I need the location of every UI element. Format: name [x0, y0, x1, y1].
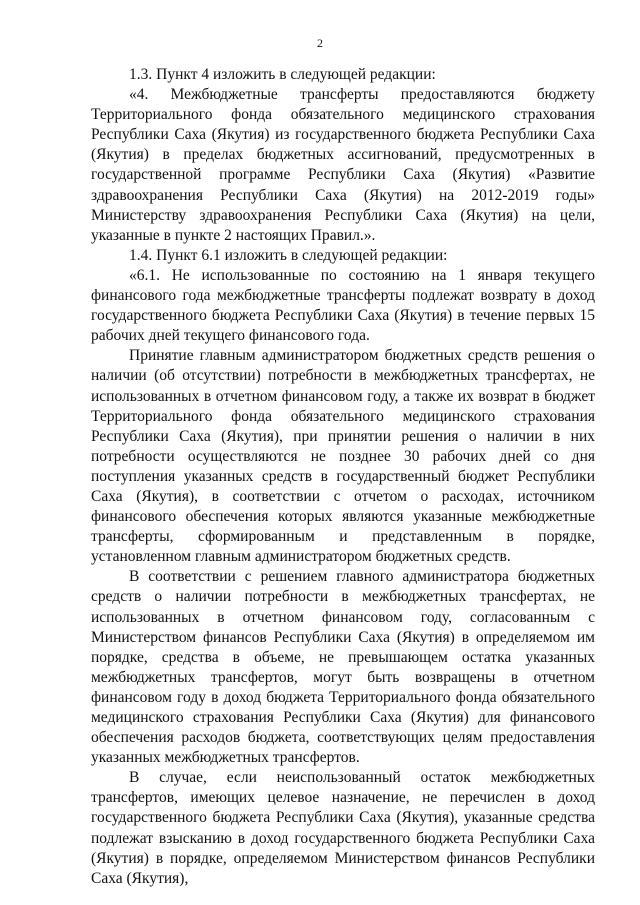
paragraph-item-1-3: 1.3. Пункт 4 изложить в следующей редакции:	[129, 66, 436, 83]
paragraph-decision-acceptance: Принятие главным администратором бюджетных средств решения о наличии (об отсутствии) потребности в межбюджетных трансфертах, не использованных в отчетном финансовом году, а также их возврат в бюджет Территориального фонда обязательного медицинского страхования Республики Саха (Якутия), при принятии решения о наличии в них потребности осуществляются не позднее 30 рабочих дней со дня поступления указанных средств в государственный бюджет Республики Саха (Якутия), в соответствии с отчетом о расходах, источником финансового обеспечения которых являются указанные межбюджетные трансферты, сформированным и представленным в порядке, установленном главным администратором бюджетных средств.	[91, 347, 595, 566]
paragraph-unused-balance: В случае, если неиспользованный остаток межбюджетных трансфертов, имеющих целевое назначение, не перечислен в доход государственного бюджета Республики Саха (Якутия), указанные средства подлежат взысканию в доход государственного бюджета Республики Саха (Якутия) в порядке, определяемом Министерством финансов Республики Саха (Якутия),	[91, 769, 595, 887]
paragraph-item-1-4: 1.4. Пункт 6.1 изложить в следующей редакции:	[129, 246, 448, 264]
document-body	[91, 65, 595, 889]
page-number: 2	[317, 36, 323, 50]
paragraph-funds-return: В соответствии с решением главного администратора бюджетных средств о наличии потребности в межбюджетных трансфертах, не использованных в отчетном финансовом году, согласованным с Министерством финансов Республики Саха (Якутия) в определяемом им порядке, средства в объеме, не превышающем остатка указанных межбюджетных трансфертов, могут быть возвращены в отчетном финансовом году в доход бюджета Территориального фонда обязательного медицинского страхования Республики Саха (Якутия) для финансового обеспечения расходов бюджета, соответствующих целям предоставления указанных межбюджетных трансфертов.	[91, 568, 595, 767]
paragraph-point-6-1-text: «6.1. Не использованные по состоянию на 1 января текущего финансового года межбюджетные трансферты подлежат возврату в доход государственного бюджета Республики Саха (Якутия) в течение первых 15 рабочих дней текущего финансового года.	[91, 266, 595, 345]
paragraph-point-4-text: «4. Межбюджетные трансферты предоставляются бюджету Территориального фонда обязательного медицинского страхования Республики Саха (Якутия) из государственного бюджета Республики Саха (Якутия) в пределах бюджетных ассигнований, предусмотренных в государственной программе Республики Саха (Якутия) «Развитие здравоохранения Республики Саха (Якутия) на 2012-2019 годы» Министерству здравоохранения Республики Саха (Якутия) на цели, указанные в пункте 2 настоящих Правил.».	[91, 86, 595, 244]
